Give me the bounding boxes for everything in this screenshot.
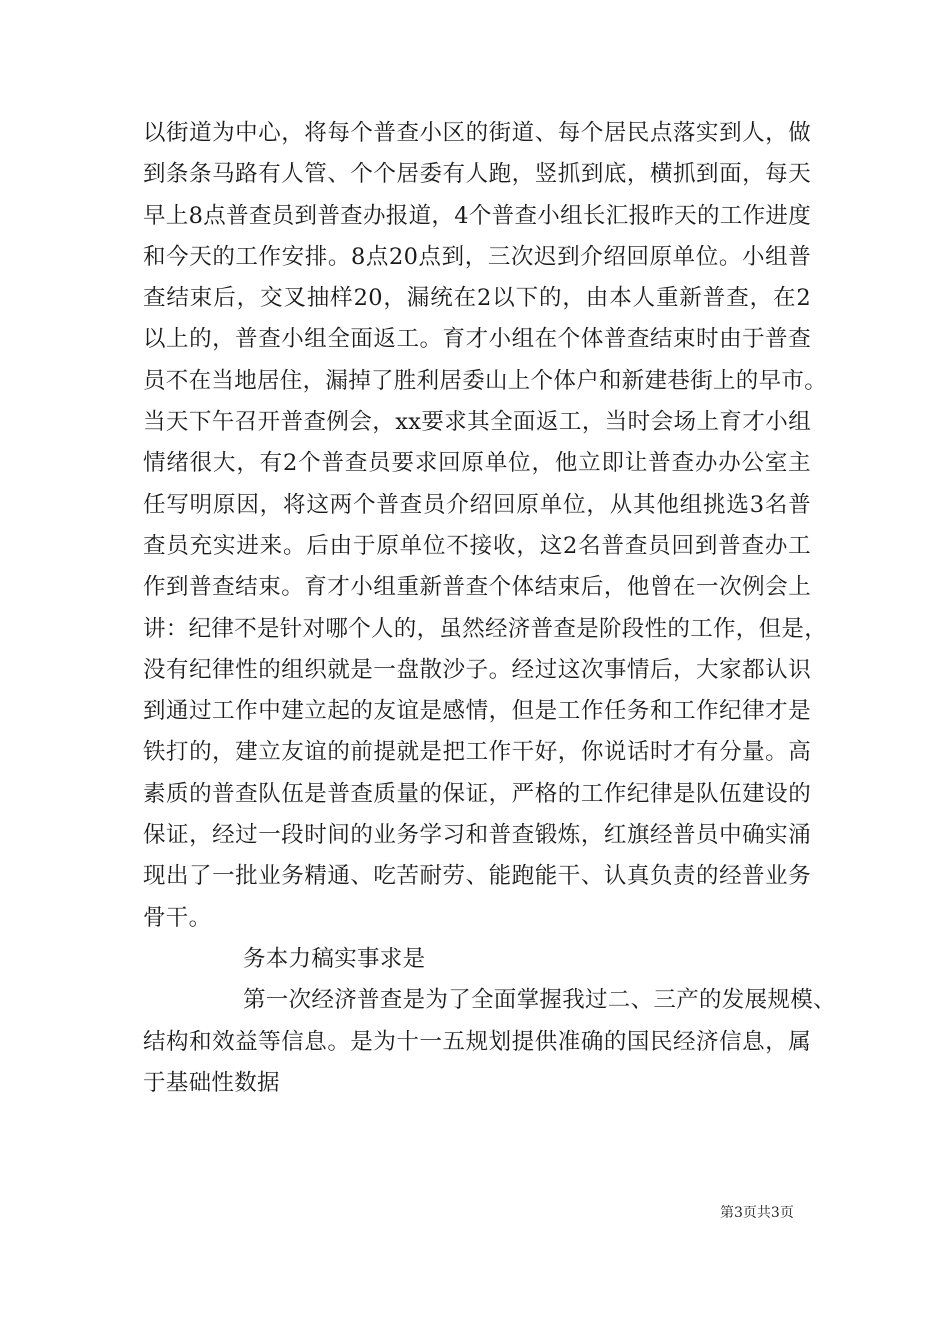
paragraph-2-first-line: 第一次经济普查是为了全面掌握我过二、三产的发展规模、 [243,987,836,1014]
paragraph-2-last-line: 于基础性数据 [143,1069,280,1096]
paragraph-1-line: 和今天的工作安排。8点20点到，三次迟到介绍回原单位。小组普 [143,243,811,270]
paragraph-1-line: 任写明原因，将这两个普查员介绍回原单位，从其他组挑选3名普 [143,491,811,518]
paragraph-1-line: 情绪很大，有2个普查员要求回原单位，他立即让普查办办公室主 [143,450,811,477]
paragraph-1-line: 作到普查结束。育才小组重新普查个体结束后，他曾在一次例会上 [143,574,811,601]
paragraph-1-line: 保证，经过一段时间的业务学习和普查锻炼，红旗经普员中确实涌 [143,822,811,849]
paragraph-1-line: 到条条马路有人管、个个居委有人跑，竖抓到底，横抓到面，每天 [143,161,811,188]
paragraph-1-line: 以上的，普查小组全面返工。育才小组在个体普查结束时由于普查 [143,326,811,353]
paragraph-1-line: 员不在当地居住，漏掉了胜利居委山上个体户和新建巷街上的早市。 [143,367,828,394]
paragraph-1-line: 没有纪律性的组织就是一盘散沙子。经过这次事情后，大家都认识 [143,656,811,683]
paragraph-1-line: 早上8点普查员到普查办报道，4个普查小组长汇报昨天的工作进度 [143,202,811,229]
page-number-footer: 第3页共3页 [720,1205,794,1221]
paragraph-1-line: 查员充实进来。后由于原单位不接收，这2名普查员回到普查办工 [143,532,811,559]
paragraph-1-line: 到通过工作中建立起的友谊是感情，但是工作任务和工作纪律才是 [143,698,811,725]
paragraph-1-line: 讲：纪律不是针对哪个人的，虽然经济普查是阶段性的工作，但是， [143,615,828,642]
paragraph-1-line: 铁打的，建立友谊的前提就是把工作干好，你说话时才有分量。高 [143,739,811,766]
paragraph-1-line: 现出了一批业务精通、吃苦耐劳、能跑能干、认真负责的经普业务 [143,863,811,890]
paragraph-1-line: 当天下午召开普查例会，xx要求其全面返工，当时会场上育才小组 [143,409,811,436]
paragraph-1-line: 查结束后，交叉抽样20，漏统在2以下的，由本人重新普查，在2 [143,285,811,312]
paragraph-1-line: 以街道为中心，将每个普查小区的街道、每个居民点落实到人，做 [143,120,811,146]
section-heading: 务本力稿实事求是 [243,945,426,972]
body-text [143,113,836,1104]
paragraph-2-line: 结构和效益等信息。是为十一五规划提供准确的国民经济信息，属 [143,1028,811,1055]
paragraph-1-last-line: 骨干。 [143,904,212,931]
paragraph-1-line: 素质的普查队伍是普查质量的保证，严格的工作纪律是队伍建设的 [143,780,811,807]
